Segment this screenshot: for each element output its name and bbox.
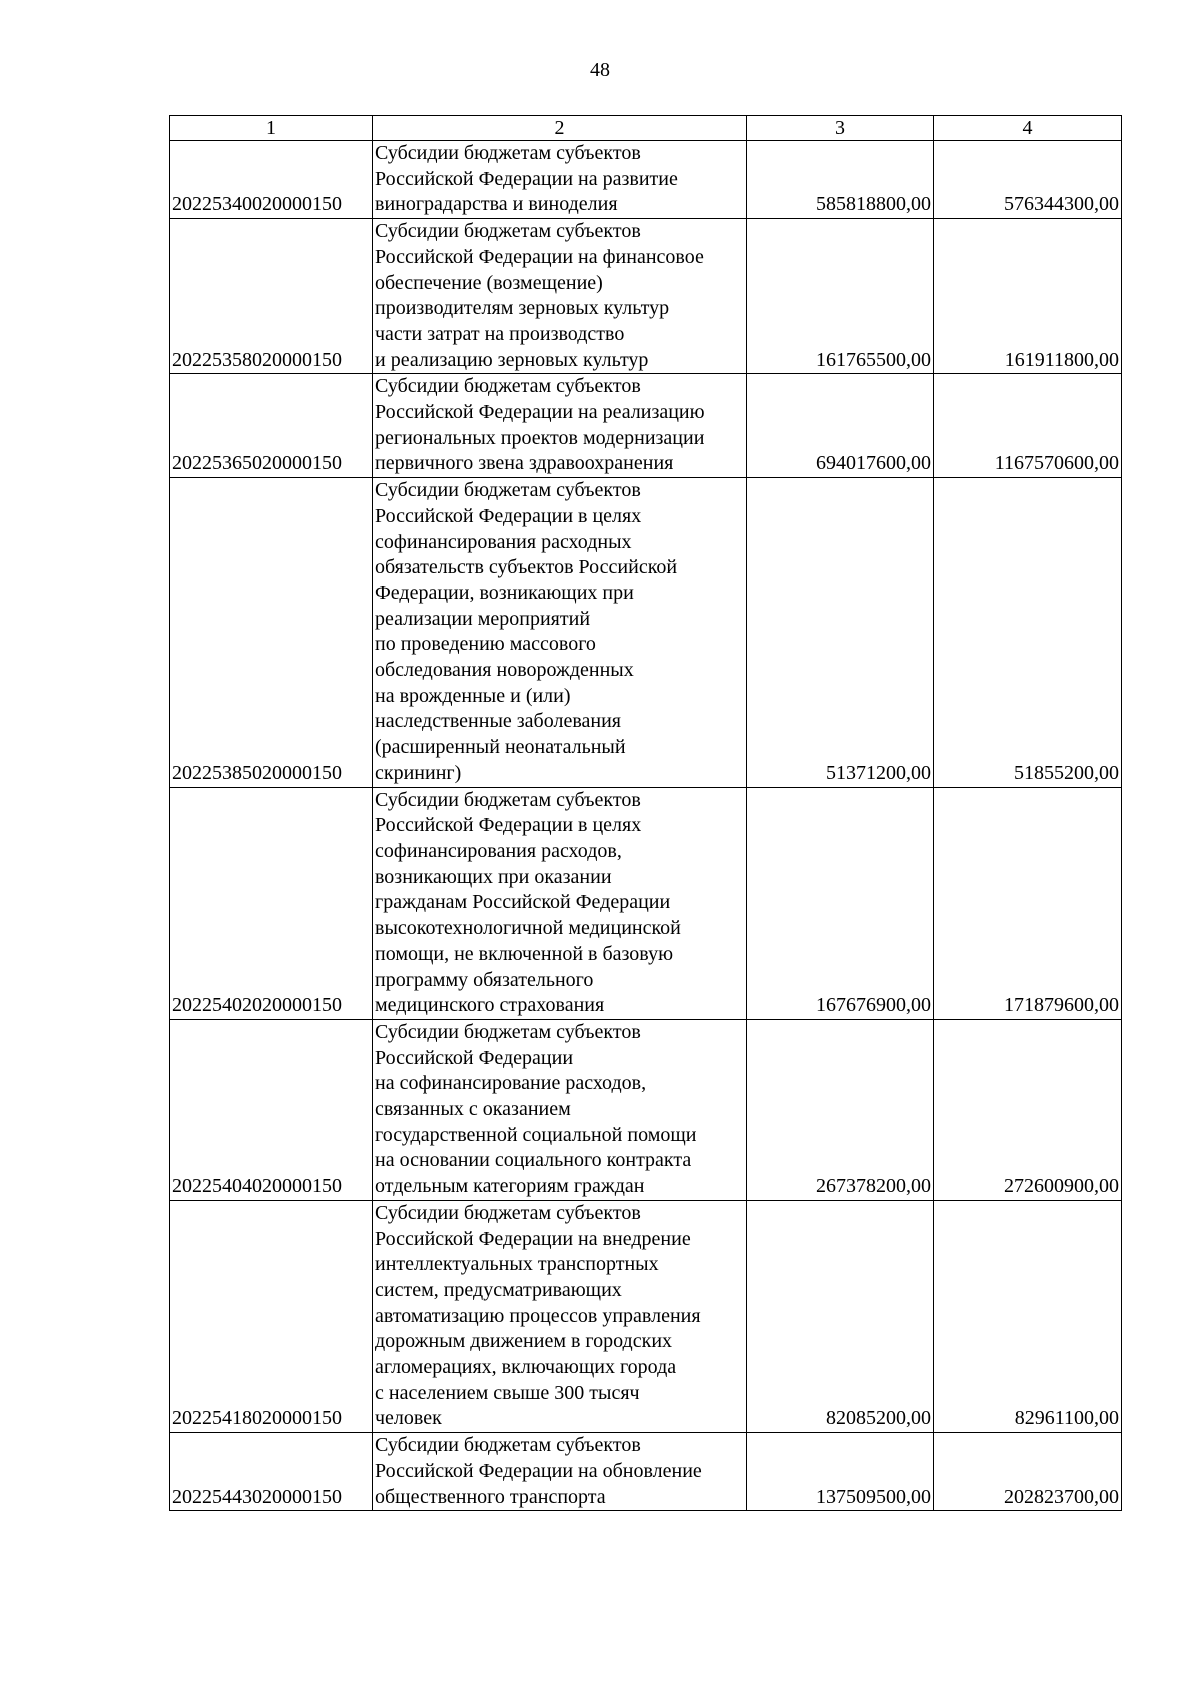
amount-col-4-cell: 82961100,00 (934, 1200, 1122, 1432)
header-col-2: 2 (373, 116, 747, 141)
header-col-1: 1 (170, 116, 373, 141)
table-body (170, 141, 1122, 1511)
subsidy-name-line: Российской Федерации на внедрение (375, 1227, 691, 1250)
header-col-3: 3 (747, 116, 934, 141)
budget-code-cell: 20225443020000150 (170, 1433, 373, 1511)
amount-col-4-cell: 202823700,00 (934, 1433, 1122, 1511)
amount-col-4-cell: 1167570600,00 (934, 374, 1122, 478)
subsidy-name-line: региональных проектов модернизации (375, 426, 705, 449)
table-row (170, 374, 1122, 478)
amount-col-4-cell: 272600900,00 (934, 1019, 1122, 1200)
subsidy-name-line: Российской Федерации в целях (375, 504, 642, 527)
subsidy-name-line: медицинского страхования (375, 994, 605, 1017)
subsidy-name-cell (373, 1433, 747, 1511)
subsidy-name-line: софинансирования расходов, (375, 839, 622, 862)
subsidy-name-cell (373, 478, 747, 787)
subsidy-name-line: Российской Федерации на финансовое (375, 245, 704, 268)
subsidy-name-line: Российской Федерации на обновление (375, 1459, 702, 1482)
subsidy-name-line: обследования новорожденных (375, 659, 634, 682)
table-row (170, 1019, 1122, 1200)
subsidy-name-line: части затрат на производство (375, 322, 625, 345)
subsidy-name-line: первичного звена здравоохранения (375, 452, 674, 475)
subsidy-name-line: интеллектуальных транспортных (375, 1253, 659, 1276)
subsidy-name-line: общественного транспорта (375, 1485, 606, 1508)
subsidy-name-line: Субсидии бюджетам субъектов (375, 375, 641, 398)
subsidy-name-line: помощи, не включенной в базовую (375, 942, 674, 965)
amount-col-3-cell: 51371200,00 (747, 478, 934, 787)
subsidy-name-line: связанных с оказанием (375, 1098, 571, 1121)
subsidy-name-line: Российской Федерации в целях (375, 814, 642, 837)
header-col-4: 4 (934, 116, 1122, 141)
amount-col-3-cell: 267378200,00 (747, 1019, 934, 1200)
subsidy-name-line: Российской Федерации на развитие (375, 167, 678, 190)
subsidy-name-line: систем, предусматривающих (375, 1278, 622, 1301)
subsidy-name-line: человек (375, 1407, 442, 1430)
subsidy-name-line: по проведению массового (375, 633, 596, 656)
amount-col-3-cell: 167676900,00 (747, 787, 934, 1019)
budget-code-cell: 20225402020000150 (170, 787, 373, 1019)
subsidy-name-cell (373, 219, 747, 374)
subsidy-name-line: наследственные заболевания (375, 710, 621, 733)
subsidy-name-line: виноградарства и виноделия (375, 193, 618, 216)
subsidy-name-line: (расширенный неонатальный (375, 736, 626, 759)
subsidy-name-line: возникающих при оказании (375, 865, 612, 888)
amount-col-3-cell: 694017600,00 (747, 374, 934, 478)
subsidy-name-line: на врожденные и (или) (375, 684, 571, 707)
subsidy-name-line: автоматизацию процессов управления (375, 1304, 701, 1327)
subsidy-name-cell (373, 141, 747, 219)
subsidy-name-line: с населением свыше 300 тысяч (375, 1381, 640, 1404)
budget-table (169, 115, 1122, 1511)
subsidy-name-line: скрининг) (375, 761, 462, 784)
amount-col-4-cell: 576344300,00 (934, 141, 1122, 219)
page-number: 48 (590, 59, 610, 81)
subsidy-name-line: производителям зерновых культур (375, 297, 670, 320)
table-row (170, 478, 1122, 787)
subsidy-name-line: Субсидии бюджетам субъектов (375, 142, 641, 164)
subsidy-name-line: Субсидии бюджетам субъектов (375, 1020, 641, 1043)
subsidy-name-line: обеспечение (возмещение) (375, 271, 603, 294)
amount-col-4-cell: 171879600,00 (934, 787, 1122, 1019)
subsidy-name-line: программу обязательного (375, 968, 594, 991)
subsidy-name-line: реализации мероприятий (375, 607, 591, 630)
table-header-row (170, 116, 1122, 141)
budget-code-cell: 20225358020000150 (170, 219, 373, 374)
amount-col-3-cell: 585818800,00 (747, 141, 934, 219)
subsidy-name-cell (373, 1019, 747, 1200)
subsidy-name-line: и реализацию зерновых культур (375, 348, 649, 371)
amount-col-4-cell: 161911800,00 (934, 219, 1122, 374)
subsidy-name-line: агломерациях, включающих города (375, 1356, 677, 1379)
amount-col-3-cell: 82085200,00 (747, 1200, 934, 1432)
subsidy-name-line: Субсидии бюджетам субъектов (375, 788, 641, 811)
budget-code-cell: 20225385020000150 (170, 478, 373, 787)
subsidy-name-line: Субсидии бюджетам субъектов (375, 220, 641, 243)
amount-col-3-cell: 161765500,00 (747, 219, 934, 374)
subsidy-name-cell (373, 787, 747, 1019)
budget-code-cell: 20225404020000150 (170, 1019, 373, 1200)
budget-code-cell: 20225418020000150 (170, 1200, 373, 1432)
subsidy-name-line: Субсидии бюджетам субъектов (375, 1201, 641, 1224)
subsidy-name-line: на основании социального контракта (375, 1149, 692, 1172)
subsidy-name-line: Российской Федерации (375, 1046, 574, 1069)
subsidy-name-line: обязательств субъектов Российской (375, 556, 678, 579)
subsidy-name-cell (373, 374, 747, 478)
table-row (170, 1433, 1122, 1511)
subsidy-name-line: софинансирования расходных (375, 530, 632, 553)
subsidy-name-line: Субсидии бюджетам субъектов (375, 479, 641, 502)
subsidy-name-line: Федерации, возникающих при (375, 581, 634, 604)
subsidy-name-line: дорожным движением в городских (375, 1330, 673, 1353)
subsidy-name-line: Российской Федерации на реализацию (375, 401, 705, 424)
table-row (170, 141, 1122, 219)
table-row (170, 1200, 1122, 1432)
budget-code-cell: 20225365020000150 (170, 374, 373, 478)
subsidy-name-line: гражданам Российской Федерации (375, 891, 671, 914)
subsidy-name-line: высокотехнологичной медицинской (375, 917, 681, 940)
budget-code-cell: 20225340020000150 (170, 141, 373, 219)
amount-col-4-cell: 51855200,00 (934, 478, 1122, 787)
subsidy-name-line: отдельным категориям граждан (375, 1175, 645, 1198)
amount-col-3-cell: 137509500,00 (747, 1433, 934, 1511)
subsidy-name-line: Субсидии бюджетам субъектов (375, 1434, 641, 1457)
table-row (170, 219, 1122, 374)
table-row (170, 787, 1122, 1019)
subsidy-name-line: государственной социальной помощи (375, 1123, 697, 1146)
subsidy-name-line: на софинансирование расходов, (375, 1072, 647, 1095)
subsidy-name-cell (373, 1200, 747, 1432)
